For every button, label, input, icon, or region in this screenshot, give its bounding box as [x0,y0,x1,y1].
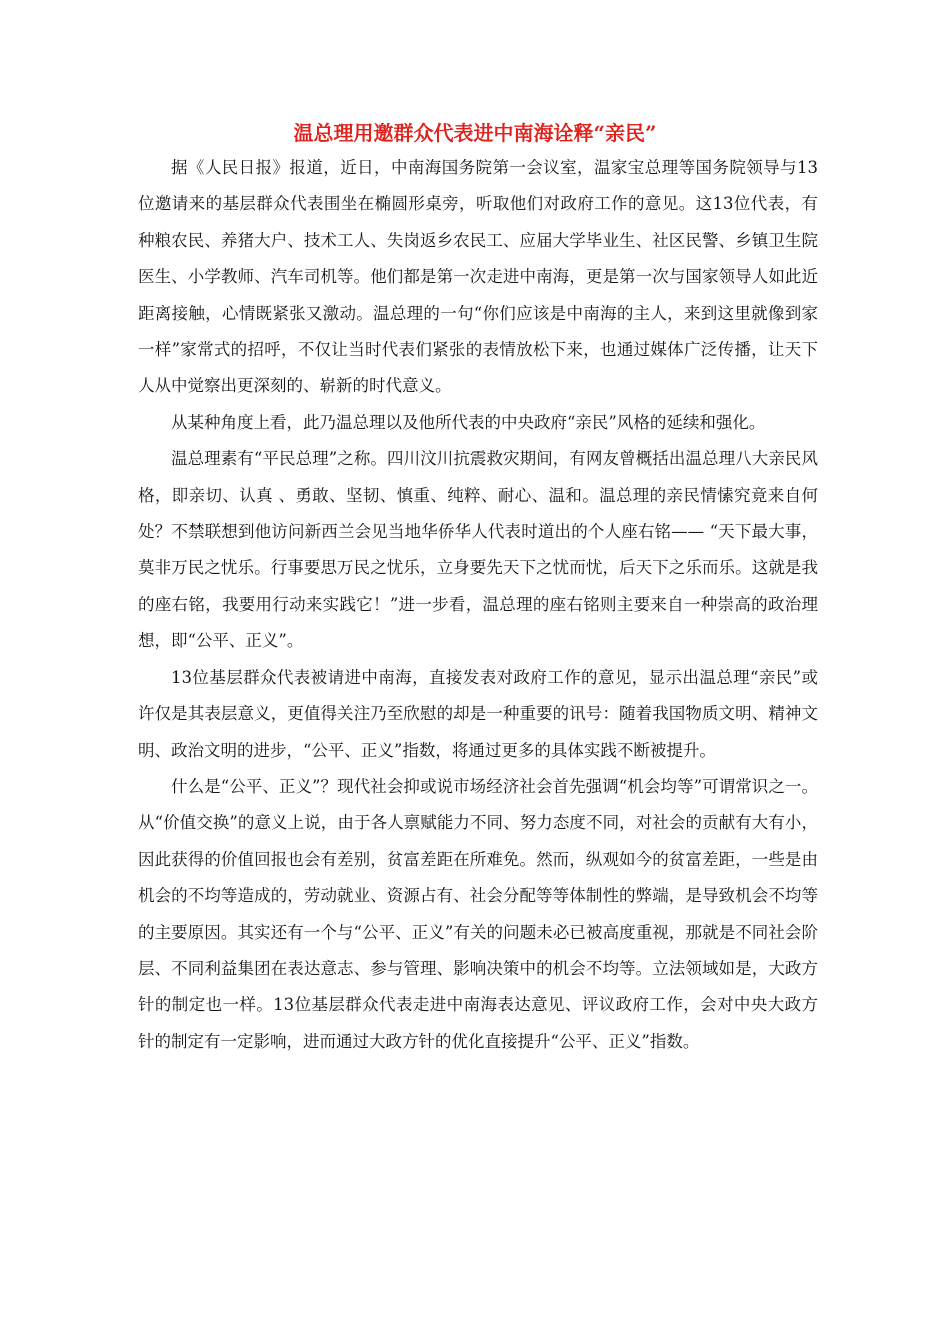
paragraph-continuation: 从某种角度上看，此乃温总理以及他所代表的中央政府“亲民”风格的延续和强化。 [171,412,766,432]
paragraph-signal: 13位基层群众代表被请进中南海，直接发表对政府工作的意见，显示出温总理“亲民”或许仅是其表层意义，更值得关注乃至欣慰的却是一种重要的讯号：随着我国物质文明、精神文明、政治文明的进步，“公平、正义”指数，将通过更多的具体实践不断被提升。 [138,667,818,760]
paragraph-report: 据《人民日报》报道，近日，中南海国务院第一会议室，温家宝总理等国务院领导与13位邀请来的基层群众代表围坐在椭圆形桌旁，听取他们对政府工作的意见。这13位代表，有种粮农民、养猪大户、技术工人、失岗返乡农民工、应届大学毕业生、社区民警、乡镇卫生院医生、小学教师、汽车司机等。他们都是第一次走进中南海，更是第一次与国家领导人如此近距离接触，心情既紧张又激动。温总理的一句“你们应该是中南海的主人，来到这里就像到家一样”家常式的招呼，不仅让当时代表们紧张的表情放松下来，也通过媒体广泛传播，让天下人从中觉察出更深刻的、崭新的时代意义。 [138,158,818,396]
article-title: 温总理用邀群众代表进中南海诠释“亲民” [293,121,657,145]
paragraph-fairness: 什么是“公平、正义”？现代社会抑或说市场经济社会首先强调“机会均等”可谓常识之一。从“价值交换”的意义上说，由于各人禀赋能力不同、努力态度不同，对社会的贡献有大有小，因此获得的价值回报也会有差别，贫富差距在所难免。然而，纵观如今的贫富差距，一些是由机会的不均等造成的，劳动就业、资源占有、社会分配等等体制性的弊端，是导致机会不均等的主要原因。其实还有一个与“公平、正义”有关的问题未必已被高度重视，那就是不同社会阶层、不同利益集团在表达意志、参与管理、影响决策中的机会不均等。立法领域如是，大政方针的制定也一样。13位基层群众代表走进中南海表达意见、评议政府工作，会对中央大政方针的制定有一定影响，进而通过大政方针的优化直接提升“公平、正义”指数。 [138,776,818,1051]
paragraph-motto: 温总理素有“平民总理”之称。四川汶川抗震救灾期间，有网友曾概括出温总理八大亲民风格，即亲切、认真 、勇敢、坚韧、慎重、纯粹、耐心、温和。温总理的亲民情愫究竟来自何处？不禁联想到他访问新西兰会见当地华侨华人代表时道出的个人座右铭—— “天下最大事，莫非万民之忧乐。行事要思万民之忧乐，立身要先天下之忧而忧，后天下之乐而乐。这就是我的座右铭，我要用行动来实践它！”进一步看，温总理的座右铭则主要来自一种崇高的政治理想，即“公平、正义”。 [138,449,818,651]
article-body [138,150,818,1060]
